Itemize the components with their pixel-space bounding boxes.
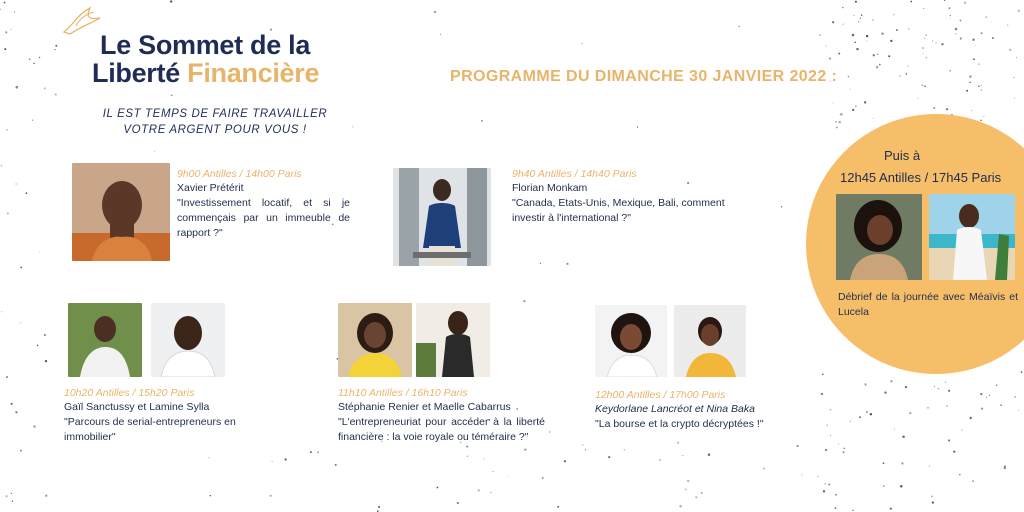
star-dot	[210, 495, 212, 497]
star-dot	[285, 458, 287, 460]
star-dot	[890, 380, 892, 382]
star-dot	[33, 425, 36, 428]
finale-intro: Puis à	[884, 148, 921, 163]
star-dot	[15, 411, 17, 413]
star-dot	[1018, 410, 1019, 411]
star-dot	[467, 456, 468, 457]
star-dot	[20, 450, 22, 452]
star-dot	[850, 421, 851, 422]
star-dot	[938, 388, 939, 389]
star-dot	[838, 443, 839, 444]
star-dot	[860, 18, 861, 19]
star-dot	[873, 54, 875, 56]
star-dot	[677, 442, 679, 444]
star-dot	[944, 0, 945, 1]
star-dot	[877, 54, 878, 55]
speaker-photo-florian	[393, 168, 491, 266]
star-dot	[16, 86, 19, 89]
star-dot	[843, 24, 844, 25]
star-dot	[1009, 49, 1011, 51]
star-dot	[960, 37, 962, 39]
star-dot	[440, 34, 441, 35]
program-heading: PROGRAMME DU DIMANCHE 30 JANVIER 2022 :	[450, 68, 838, 85]
star-dot	[883, 462, 885, 464]
star-dot	[1018, 10, 1020, 12]
star-dot	[893, 14, 894, 15]
star-dot	[1014, 98, 1015, 99]
session-talk: "L'entrepreneuriat pour accéder à la liberté financière : la voie royale ou téméraire ?"	[338, 416, 545, 443]
star-dot	[582, 43, 583, 44]
star-dot	[955, 33, 956, 34]
star-dot	[582, 444, 583, 445]
speaker-photo-gail	[68, 303, 142, 377]
star-dot	[905, 386, 907, 388]
star-dot	[853, 15, 854, 16]
finale-time: 12h45 Antilles / 17h45 Paris	[840, 170, 1002, 185]
star-dot	[959, 474, 960, 475]
star-dot	[955, 28, 958, 31]
star-dot	[272, 461, 273, 462]
star-dot	[953, 451, 955, 453]
star-dot	[833, 102, 834, 103]
star-dot	[879, 64, 881, 66]
session-speakers: Gaïl Sanctussy et Lamine Sylla	[64, 401, 210, 413]
star-dot	[682, 455, 683, 456]
star-dot	[1, 165, 2, 166]
star-dot	[936, 42, 937, 43]
title-word-financiere: Financière	[187, 58, 320, 88]
star-dot	[1014, 396, 1016, 398]
star-dot	[823, 490, 825, 492]
star-dot	[55, 93, 57, 95]
star-dot	[687, 480, 689, 482]
star-dot	[37, 345, 38, 346]
star-dot	[6, 376, 8, 378]
speaker-photo-stephanie	[338, 303, 412, 377]
star-dot	[902, 435, 905, 438]
star-dot	[542, 477, 544, 479]
event-title-line1: Le Sommet de la	[100, 30, 311, 60]
star-dot	[819, 34, 821, 36]
star-dot	[45, 495, 47, 497]
star-dot	[208, 457, 209, 458]
star-dot	[801, 474, 802, 475]
star-dot	[842, 7, 843, 8]
star-dot	[838, 121, 841, 124]
star-dot	[992, 37, 994, 39]
star-dot	[981, 90, 982, 91]
star-dot	[866, 40, 867, 41]
star-dot	[829, 58, 831, 60]
star-dot	[843, 447, 845, 449]
star-dot	[1014, 77, 1015, 78]
star-dot	[508, 476, 509, 477]
star-dot	[840, 113, 843, 116]
star-dot	[695, 496, 697, 498]
star-dot	[481, 120, 483, 122]
session-time: 9h40 Antilles / 14h40 Paris	[512, 168, 637, 180]
star-dot	[888, 55, 890, 57]
speaker-photo-lamine	[151, 303, 225, 377]
star-dot	[900, 485, 903, 488]
star-dot	[835, 494, 837, 496]
star-dot	[894, 429, 895, 430]
star-dot	[585, 449, 586, 450]
star-dot	[824, 483, 825, 484]
star-dot	[26, 192, 28, 194]
star-dot	[11, 29, 12, 30]
star-dot	[901, 462, 903, 464]
star-dot	[996, 384, 998, 386]
star-dot	[929, 466, 930, 467]
star-dot	[6, 129, 8, 131]
star-dot	[852, 34, 855, 37]
star-dot	[171, 94, 173, 96]
session-time: 12h00 Antilles / 17h00 Paris	[595, 389, 726, 401]
star-dot	[11, 403, 13, 405]
star-dot	[378, 506, 380, 508]
star-dot	[948, 7, 950, 9]
star-dot	[12, 500, 13, 501]
star-dot	[796, 445, 798, 447]
star-dot	[830, 435, 831, 436]
star-dot	[981, 407, 983, 409]
title-word-liberte: Liberté	[92, 58, 188, 88]
star-dot	[948, 390, 950, 392]
star-dot	[946, 405, 948, 407]
session-speakers: Florian Monkam	[512, 182, 588, 194]
star-dot	[835, 121, 836, 122]
session-talk: "Canada, Etats-Unis, Mexique, Bali, comment investir à l'international ?"	[512, 197, 725, 224]
dove-logo-icon	[60, 4, 104, 38]
star-dot	[866, 411, 868, 413]
star-dot	[827, 425, 828, 426]
star-dot	[975, 45, 976, 46]
star-dot	[434, 11, 436, 13]
star-dot	[945, 381, 946, 382]
star-dot	[978, 85, 980, 87]
star-dot	[848, 76, 849, 77]
star-dot	[926, 57, 928, 59]
session-speakers: Keydorlane Lancréot et Nina Baka	[595, 403, 755, 415]
star-dot	[908, 28, 910, 30]
star-dot	[926, 35, 927, 36]
star-dot	[969, 82, 971, 84]
speaker-photo-lucela	[929, 194, 1015, 280]
star-dot	[855, 105, 857, 107]
star-dot	[679, 505, 682, 508]
star-dot	[763, 467, 765, 469]
star-dot	[659, 459, 661, 461]
star-dot	[850, 89, 851, 90]
session-speakers: Xavier Prétérit	[177, 182, 244, 194]
star-dot	[969, 417, 971, 419]
star-dot	[352, 126, 353, 127]
star-dot	[985, 16, 986, 17]
star-dot	[948, 439, 950, 441]
star-dot	[483, 458, 484, 459]
star-dot	[932, 502, 934, 504]
star-dot	[14, 11, 15, 12]
star-dot	[950, 15, 951, 16]
star-dot	[1004, 467, 1006, 469]
star-dot	[154, 151, 155, 152]
speaker-photo-keydorlane	[595, 305, 667, 377]
star-dot	[4, 48, 6, 50]
star-dot	[817, 476, 818, 477]
session-speakers: Stéphanie Renier et Maelle Cabarrus	[338, 401, 511, 413]
star-dot	[466, 446, 468, 448]
tagline	[100, 106, 330, 138]
star-dot	[55, 49, 56, 50]
star-dot	[830, 409, 832, 411]
star-dot	[457, 502, 459, 504]
star-dot	[310, 451, 312, 453]
star-dot	[932, 40, 933, 41]
star-dot	[516, 408, 518, 410]
star-dot	[883, 485, 885, 487]
star-dot	[624, 449, 625, 450]
star-dot	[973, 58, 975, 60]
star-dot	[991, 21, 992, 22]
star-dot	[980, 119, 982, 121]
star-dot	[708, 453, 711, 456]
star-dot	[524, 448, 526, 450]
speaker-photo-xavier	[72, 163, 170, 261]
star-dot	[870, 413, 872, 415]
star-dot	[701, 492, 703, 494]
star-dot	[608, 456, 610, 458]
star-dot	[922, 47, 924, 49]
star-dot	[971, 110, 972, 111]
star-dot	[872, 19, 874, 21]
star-dot	[906, 73, 907, 74]
star-dot	[39, 251, 40, 252]
star-dot	[931, 495, 933, 497]
star-dot	[1007, 25, 1008, 26]
star-dot	[44, 334, 46, 336]
star-dot	[835, 507, 837, 509]
star-dot	[828, 484, 830, 486]
session-talk: "Investissement locatif, et si je commençais par un immeuble de rapport ?"	[177, 197, 350, 239]
star-dot	[969, 75, 972, 78]
star-dot	[523, 300, 525, 302]
star-dot	[881, 32, 883, 34]
star-dot	[826, 46, 827, 47]
star-dot	[855, 1, 857, 3]
star-dot	[478, 489, 480, 491]
session-time: 10h20 Antilles / 15h20 Paris	[64, 387, 195, 399]
speaker-photo-nina	[674, 305, 746, 377]
star-dot	[861, 14, 863, 16]
star-dot	[1000, 404, 1002, 406]
star-dot	[989, 395, 990, 396]
star-dot	[566, 263, 568, 265]
star-dot	[16, 184, 17, 185]
star-dot	[1004, 465, 1006, 467]
star-dot	[490, 492, 491, 493]
star-dot	[822, 373, 824, 375]
star-dot	[884, 391, 886, 393]
star-dot	[4, 2, 6, 4]
speaker-photo-meaivis	[836, 194, 922, 280]
star-dot	[5, 31, 7, 33]
star-dot	[899, 75, 901, 77]
tagline-line2: VOTRE ARGENT POUR VOUS !	[123, 124, 307, 136]
star-dot	[981, 32, 983, 34]
star-dot	[866, 35, 868, 37]
star-dot	[39, 57, 40, 58]
star-dot	[843, 451, 845, 453]
star-dot	[873, 118, 874, 119]
finale-debrief: Débrief de la journée avec Méaïvis et Lucela	[838, 291, 1018, 318]
star-dot	[876, 66, 877, 67]
star-dot	[44, 87, 46, 89]
star-dot	[825, 449, 827, 451]
star-dot	[909, 412, 911, 414]
star-dot	[946, 108, 949, 111]
star-dot	[33, 63, 35, 65]
star-dot	[950, 18, 951, 19]
star-dot	[838, 53, 840, 55]
session-time: 11h10 Antilles / 16h10 Paris	[338, 387, 468, 399]
speaker-photo-maelle	[416, 303, 490, 377]
star-dot	[7, 213, 9, 215]
star-dot	[924, 85, 926, 87]
star-dot	[55, 45, 57, 47]
star-dot	[836, 127, 838, 129]
star-dot	[949, 70, 951, 72]
star-dot	[864, 383, 866, 385]
star-dot	[923, 8, 924, 9]
star-dot	[858, 21, 859, 22]
star-dot	[32, 119, 33, 120]
star-dot	[564, 460, 566, 462]
star-dot	[941, 43, 943, 45]
star-dot	[832, 21, 834, 23]
star-dot	[922, 53, 923, 54]
star-dot	[934, 386, 935, 387]
star-dot	[436, 486, 438, 488]
star-dot	[978, 63, 979, 64]
star-dot	[1016, 57, 1017, 58]
star-dot	[933, 107, 935, 109]
star-dot	[685, 488, 687, 490]
tagline-line1: IL EST TEMPS DE FAIRE TRAVAILLER	[102, 108, 328, 120]
star-dot	[924, 38, 925, 39]
star-dot	[170, 0, 172, 2]
star-dot	[980, 393, 982, 395]
star-dot	[1, 311, 2, 312]
star-dot	[20, 322, 21, 323]
star-dot	[864, 101, 866, 103]
session-talk: "La bourse et la crypto décryptées !"	[595, 418, 764, 430]
star-dot	[0, 9, 1, 10]
session-time: 9h00 Antilles / 14h00 Paris	[177, 168, 302, 180]
star-dot	[972, 480, 974, 482]
event-title-line2	[92, 58, 319, 89]
star-dot	[890, 508, 892, 510]
star-dot	[854, 41, 856, 43]
star-dot	[540, 263, 541, 264]
star-dot	[922, 84, 924, 86]
star-dot	[964, 2, 966, 4]
star-dot	[852, 109, 854, 111]
star-dot	[856, 48, 858, 50]
star-dot	[557, 506, 559, 508]
star-dot	[966, 90, 968, 92]
star-dot	[983, 116, 984, 117]
star-dot	[986, 397, 987, 398]
star-dot	[1021, 371, 1023, 373]
star-dot	[781, 206, 783, 208]
star-dot	[821, 393, 823, 395]
star-dot	[335, 464, 337, 466]
star-dot	[896, 29, 898, 31]
star-dot	[907, 66, 908, 67]
star-dot	[5, 495, 7, 497]
star-dot	[852, 509, 854, 511]
star-dot	[927, 407, 929, 409]
star-dot	[961, 429, 962, 430]
star-dot	[738, 26, 739, 27]
star-dot	[918, 98, 919, 99]
star-dot	[492, 471, 493, 472]
star-dot	[981, 85, 982, 86]
star-dot	[687, 182, 689, 184]
star-dot	[960, 20, 962, 22]
star-dot	[859, 416, 861, 418]
star-dot	[29, 58, 31, 60]
star-dot	[11, 493, 12, 494]
star-dot	[270, 495, 272, 497]
star-dot	[890, 40, 892, 42]
star-dot	[45, 360, 47, 362]
star-dot	[317, 451, 319, 453]
star-dot	[549, 431, 550, 432]
star-dot	[910, 1, 912, 3]
star-dot	[20, 267, 22, 269]
star-dot	[637, 126, 638, 127]
session-talk: "Parcours de serial-entrepreneurs en immobilier"	[64, 416, 236, 443]
star-dot	[972, 38, 974, 40]
